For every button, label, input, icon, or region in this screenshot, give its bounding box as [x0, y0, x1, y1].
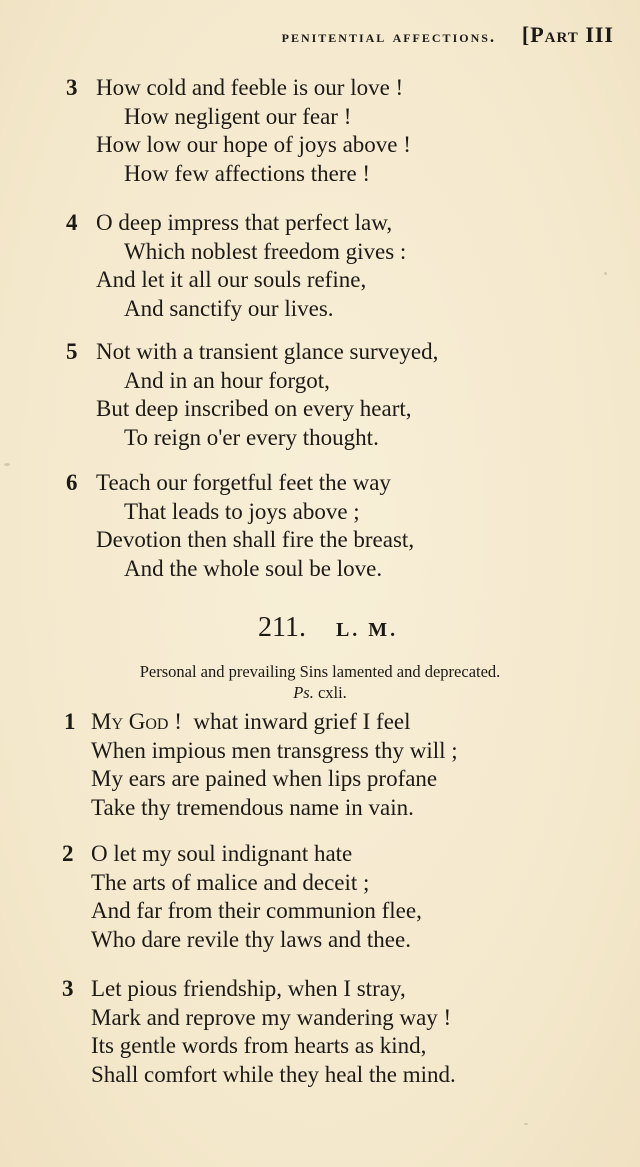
verse-line: Devotion then shall fire the breast,	[96, 527, 415, 552]
hymn-meter: L. M.	[335, 619, 399, 641]
stanza-number: 1	[64, 709, 76, 734]
verse-line: Shall comfort while they heal the mind.	[91, 1061, 456, 1087]
verse-line: And the whole soul be love.	[124, 555, 383, 581]
reference-abbr: Ps.	[293, 683, 314, 702]
hymn-number: 211.	[258, 612, 306, 643]
verse-line: But deep inscribed on every heart,	[96, 396, 412, 421]
verse-line: Take thy tremendous name in vain.	[91, 794, 414, 820]
verse-line: When impious men transgress thy will ;	[91, 737, 458, 763]
verse-line: How negligent our fear !	[124, 103, 352, 129]
verse-line: O let my soul indignant hate	[91, 841, 353, 866]
hymn-heading	[258, 612, 398, 644]
stanza-prev-4	[0, 209, 640, 323]
verse-line: And in an hour forgot,	[124, 367, 330, 393]
verse-line: That leads to joys above ;	[124, 498, 360, 524]
verse-line: Its gentle words from hearts as kind,	[91, 1033, 427, 1058]
reference-number: cxli.	[317, 683, 347, 702]
verse-line: Teach our forgetful feet the way	[96, 470, 391, 495]
stanza-number: 6	[66, 470, 78, 495]
scripture-reference	[0, 683, 640, 703]
verse-line: How low our hope of joys above !	[96, 132, 411, 157]
verse-line: The arts of malice and deceit ;	[91, 869, 370, 895]
stanza-211-2	[0, 840, 640, 954]
verse-line: To reign o'er every thought.	[124, 424, 379, 450]
verse-line: Not with a transient glance surveyed,	[96, 339, 439, 364]
paper-speck	[524, 1123, 528, 1125]
stanza-211-1	[0, 708, 640, 822]
verse-line: How cold and feeble is our love !	[96, 75, 404, 100]
verse-line: Which noblest freedom gives :	[124, 238, 407, 264]
stanza-number: 4	[66, 210, 78, 235]
stanza-number: 2	[62, 841, 74, 866]
stanza-prev-3	[0, 74, 640, 188]
paper-speck	[604, 272, 607, 275]
part-label: [Part III	[521, 22, 614, 47]
verse-line: Who dare revile thy laws and thee.	[91, 926, 411, 952]
verse-line: O deep impress that perfect law,	[96, 210, 393, 235]
stanza-prev-6	[0, 469, 640, 583]
verse-line: Let pious friendship, when I stray,	[91, 976, 406, 1001]
first-words-caps: My God	[91, 709, 169, 734]
stanza-number: 3	[66, 75, 78, 100]
stanza-number: 3	[62, 976, 74, 1001]
verse-line: ! what inward grief I feel	[168, 709, 411, 734]
verse-line: And let it all our souls refine,	[96, 267, 367, 292]
verse-line: My ears are pained when lips profane	[91, 766, 438, 791]
verse-line: And sanctify our lives.	[124, 295, 334, 321]
stanza-211-3	[0, 975, 640, 1089]
verse-line: Mark and reprove my wandering way !	[91, 1004, 452, 1030]
hymn-subtitle	[0, 662, 640, 703]
verse-line: And far from their communion flee,	[91, 898, 422, 923]
paper-speck	[4, 463, 10, 466]
running-header	[282, 22, 614, 48]
verse-line: How few affections there !	[124, 160, 371, 186]
subtitle-text: Personal and prevailing Sins lamented and deprecated.	[139, 662, 501, 681]
stanza-number: 5	[66, 339, 78, 364]
running-title: penitential affections.	[281, 27, 497, 46]
stanza-prev-5	[0, 338, 640, 452]
